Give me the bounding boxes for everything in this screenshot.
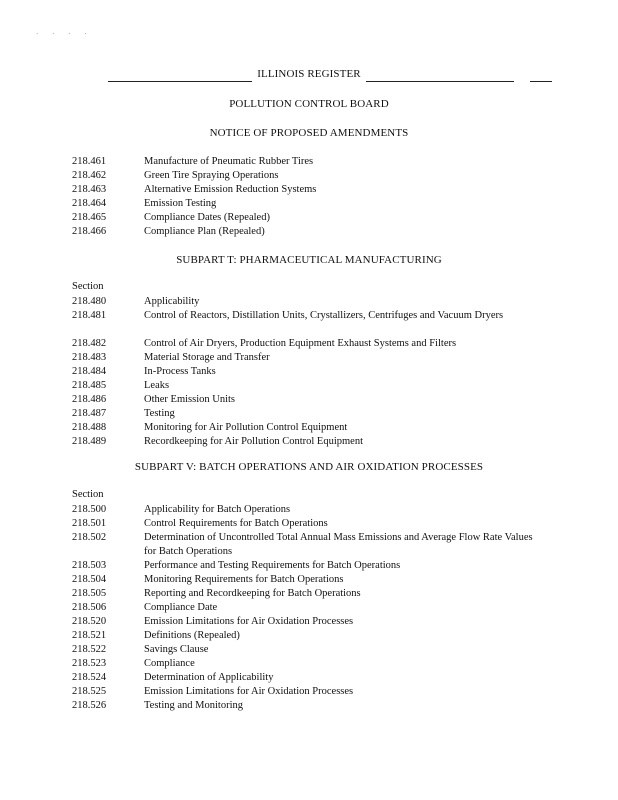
section-title: In-Process Tanks — [144, 366, 216, 377]
section-entry — [0, 309, 618, 337]
section-entry — [0, 225, 618, 239]
section-number: 218.481 — [72, 310, 107, 321]
section-number: 218.488 — [72, 422, 107, 433]
section-title: Applicability for Batch Operations — [144, 504, 291, 515]
subpart-v-heading: SUBPART V: BATCH OPERATIONS AND AIR OXIDATION PROCESSES — [134, 461, 484, 473]
subpart-t-heading: SUBPART T: PHARMACEUTICAL MANUFACTURING — [176, 254, 442, 266]
section-entry — [0, 337, 618, 351]
section-number: 218.483 — [72, 352, 107, 363]
section-number: 218.505 — [72, 588, 107, 599]
section-entry — [0, 503, 618, 517]
section-entry — [0, 615, 618, 629]
section-number: 218.524 — [72, 672, 107, 683]
section-number: 218.523 — [72, 658, 107, 669]
section-entry — [0, 435, 618, 449]
section-entry — [0, 531, 618, 559]
section-number: 218.480 — [72, 296, 107, 307]
section-title: Emission Testing — [144, 198, 217, 209]
section-entry — [0, 169, 618, 183]
section-number: 218.521 — [72, 630, 107, 641]
section-number: 218.482 — [72, 338, 107, 349]
section-title: Manufacture of Pneumatic Rubber Tires — [144, 156, 314, 167]
section-title: Emission Limitations for Air Oxidation Processes — [144, 686, 354, 697]
register-title: ILLINOIS REGISTER — [257, 68, 361, 80]
section-title: Recordkeeping for Air Pollution Control Equipment — [144, 436, 364, 447]
section-number: 218.502 — [72, 532, 107, 543]
section-number: 218.487 — [72, 408, 107, 419]
section-entry — [0, 657, 618, 671]
section-title: Compliance — [144, 658, 195, 669]
section-number: 218.501 — [72, 518, 107, 529]
section-number: 218.486 — [72, 394, 107, 405]
section-entry — [0, 643, 618, 657]
scan-speck-marks: · · · · — [36, 30, 93, 38]
section-number: 218.520 — [72, 616, 107, 627]
section-title: Compliance Dates (Repealed) — [144, 212, 270, 223]
section-number: 218.464 — [72, 198, 107, 209]
section-entry — [0, 559, 618, 573]
header-rule-short — [530, 81, 552, 82]
section-entry — [0, 685, 618, 699]
section-title: Testing — [144, 408, 175, 419]
section-title: Applicability — [144, 296, 200, 307]
section-entry — [0, 629, 618, 643]
section-entry — [0, 295, 618, 309]
section-title: Material Storage and Transfer — [144, 352, 270, 363]
section-title: Control of Air Dryers, Production Equipment Exhaust Systems and Filters — [144, 338, 457, 349]
section-entry — [0, 379, 618, 393]
section-entry — [0, 197, 618, 211]
section-number: 218.526 — [72, 700, 107, 711]
section-entry — [0, 407, 618, 421]
section-title: Compliance Plan (Repealed) — [144, 226, 265, 237]
section-entry — [0, 155, 618, 169]
section-title: Control Requirements for Batch Operations — [144, 518, 328, 529]
section-title: Other Emission Units — [144, 394, 235, 405]
subpart-v-list — [0, 503, 618, 713]
agency-title: POLLUTION CONTROL BOARD — [229, 98, 389, 110]
section-entry — [0, 211, 618, 225]
section-number: 218.462 — [72, 170, 107, 181]
notice-title: NOTICE OF PROPOSED AMENDMENTS — [209, 127, 409, 139]
section-entry — [0, 421, 618, 435]
section-number: 218.489 — [72, 436, 107, 447]
section-title: Savings Clause — [144, 644, 209, 655]
section-title: Monitoring Requirements for Batch Operations — [144, 574, 344, 585]
section-title: Emission Limitations for Air Oxidation Processes — [144, 616, 354, 627]
section-number: 218.525 — [72, 686, 107, 697]
section-title: Compliance Date — [144, 602, 218, 613]
section-entry — [0, 699, 618, 713]
section-entry — [0, 601, 618, 615]
section-title: Reporting and Recordkeeping for Batch Operations — [144, 588, 361, 599]
section-number: 218.461 — [72, 156, 107, 167]
section-entry — [0, 671, 618, 685]
subpart-t-list — [0, 295, 618, 449]
section-number: 218.504 — [72, 574, 107, 585]
section-title: Control of Reactors, Distillation Units, Crystallizers, Centrifuges and Vacuum Dryers — [144, 310, 504, 321]
section-title: Green Tire Spraying Operations — [144, 170, 279, 181]
section-entry — [0, 393, 618, 407]
section-entry — [0, 183, 618, 197]
section-title: Leaks — [144, 380, 170, 391]
section-title: Determination of Applicability — [144, 672, 274, 683]
section-list-top — [0, 155, 618, 239]
section-entry — [0, 573, 618, 587]
section-number: 218.466 — [72, 226, 107, 237]
section-title: Monitoring for Air Pollution Control Equipment — [144, 422, 348, 433]
section-title: Testing and Monitoring — [144, 700, 244, 711]
subpart-v-section-label: Section — [72, 489, 104, 500]
section-title: Determination of Uncontrolled Total Annual Mass Emissions and Average Flow Rate Values for Batch Operations — [144, 532, 533, 557]
section-entry — [0, 587, 618, 601]
section-number: 218.503 — [72, 560, 107, 571]
section-number: 218.500 — [72, 504, 107, 515]
section-number: 218.484 — [72, 366, 107, 377]
section-title: Alternative Emission Reduction Systems — [144, 184, 317, 195]
section-entry — [0, 351, 618, 365]
section-title: Performance and Testing Requirements for Batch Operations — [144, 560, 401, 571]
section-number: 218.522 — [72, 644, 107, 655]
section-entry — [0, 517, 618, 531]
subpart-t-section-label: Section — [72, 281, 104, 292]
section-number: 218.465 — [72, 212, 107, 223]
section-entry — [0, 365, 618, 379]
section-number: 218.506 — [72, 602, 107, 613]
header-rule-left — [108, 81, 252, 82]
header-rule-right — [366, 81, 514, 82]
section-number: 218.485 — [72, 380, 107, 391]
section-title: Definitions (Repealed) — [144, 630, 240, 641]
section-number: 218.463 — [72, 184, 107, 195]
